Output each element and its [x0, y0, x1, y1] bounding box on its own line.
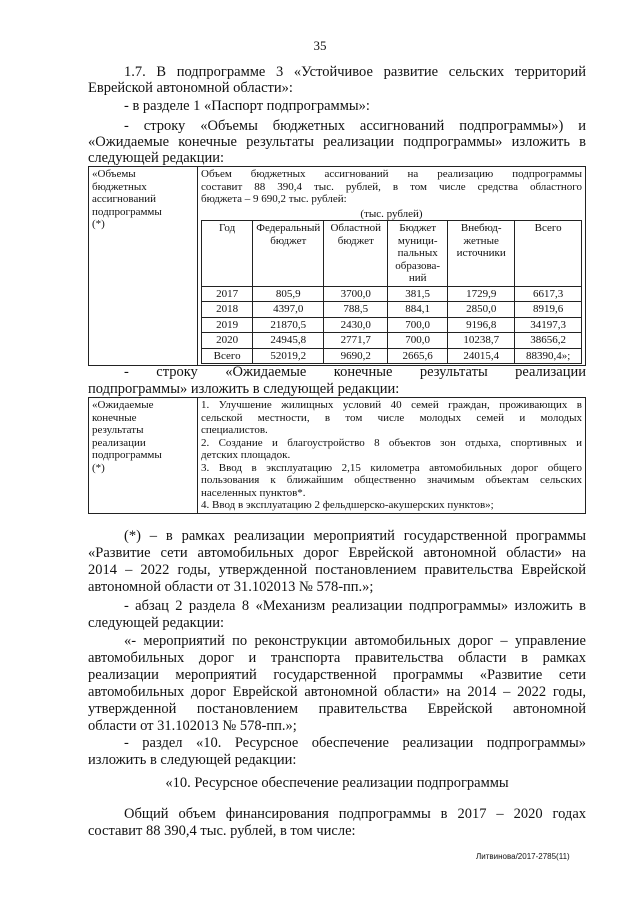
budget-units: (тыс. рублей): [360, 207, 423, 220]
intro-line-3: - в разделе 1 «Паспорт подпрограммы»:: [124, 98, 370, 114]
section-heading: «10. Ресурсное обеспечение реализации подпрограммы: [165, 775, 509, 791]
financing-row: 2020 24945,8 2771,7 700,0 10238,7 38656,2: [202, 333, 582, 349]
results-table-content: 1. Улучшение жилищных условий 40 семей граждан, проживающих в сельской местности, в том числе молодых семей и молодых специалистов. 2. Создание и благоустройство 8 объектов зон отдыха, спортивных и детских площадок. 3. Ввод в эксплуатацию 2,15 километра автомобильных дорог общего пользования к ближайшим общественно значимым объектам сельских населенных пунктов*. 4. Ввод в эксплуатацию 2 фельдшерско-акушерских пунктов»;: [198, 398, 586, 514]
results-table: [88, 397, 586, 514]
closing-line-1: Общий объем финансирования подпрограммы в 2017 – 2020 годах: [124, 806, 586, 822]
financing-row: 2017 805,9 3700,0 381,5 1729,9 6617,3: [202, 286, 582, 302]
body-line-8: автомобильных дорог и транспорта правительства области в рамках: [88, 650, 586, 666]
result-item-1: 1. Улучшение жилищных условий 40 семей граждан, проживающих в: [201, 399, 582, 411]
body-line-12: области от 31.102013 № 578-пп.»;: [88, 718, 297, 734]
intro-line-5: «Ожидаемые конечные результаты реализации подпрограммы» изложить в: [88, 134, 586, 150]
body-line-1: (*) – в рамках реализации мероприятий государственной программы: [124, 528, 586, 544]
budget-table-label: «Объемы бюджетных ассигнований подпрограммы (*): [89, 167, 198, 366]
budget-text-line-3: бюджета – 9 690,2 тыс. рублей:: [201, 193, 347, 205]
result-item-4: 4. Ввод в эксплуатацию 2 фельдшерско-акушерских пунктов»;: [201, 499, 494, 511]
intro-line-4: - строку «Объемы бюджетных ассигнований подпрограммы») и: [124, 118, 586, 134]
header-extrabudget: Внебюд-жетные источники: [448, 221, 515, 287]
header-year: Год: [202, 221, 253, 287]
result-item-2: 2. Создание и благоустройство 8 объектов зон отдыха, спортивных и: [201, 436, 582, 449]
body-line-2: «Развитие сети автомобильных дорог Еврейской автономной области» на: [88, 545, 586, 561]
financing-row: 2019 21870,5 2430,0 700,0 9196,8 34197,3: [202, 317, 582, 333]
body-line-14: изложить в следующей редакции:: [88, 752, 297, 768]
header-federal: Федеральный бюджет: [253, 221, 324, 287]
financing-grid: [201, 220, 582, 364]
body-line-9: реализации мероприятий государственной программы «Развитие сети: [88, 667, 586, 683]
body-line-6: следующей редакции:: [88, 615, 225, 631]
header-municipal: Бюджет муници-пальных образова-ний: [388, 221, 448, 287]
intro-line-1: 1.7. В подпрограмме 3 «Устойчивое развитие сельских территорий: [124, 64, 586, 80]
body-line-13: - раздел «10. Ресурсное обеспечение реализации подпрограммы»: [124, 735, 586, 751]
page-number: 35: [313, 38, 327, 53]
middle-line-2: подпрограммы» изложить в следующей редакции:: [88, 381, 400, 397]
budget-table: [88, 166, 586, 366]
budget-table-content: [198, 167, 586, 366]
body-line-5: - абзац 2 раздела 8 «Механизм реализации подпрограммы» изложить в: [124, 598, 586, 614]
budget-text-line-2: составит 88 390,4 тыс. рублей, в том числе средства областного: [201, 180, 582, 193]
result-item-3: 3. Ввод в эксплуатацию 2,15 километра автомобильных дорог общего: [201, 461, 582, 474]
closing-line-2: составит 88 390,4 тыс. рублей, в том числе:: [88, 823, 356, 839]
intro-line-2: Еврейской автономной области»:: [88, 80, 293, 96]
middle-line-1: - строку «Ожидаемые конечные результаты реализации: [124, 364, 586, 380]
financing-total-row: Всего 52019,2 9690,2 2665,6 24015,4 88390,4»;: [202, 348, 582, 364]
header-regional: Областной бюджет: [324, 221, 388, 287]
body-line-7: «- мероприятий по реконструкции автомобильных дорог – управление: [124, 633, 586, 649]
body-line-4: автономной области от 31.102013 № 578-пп.»;: [88, 579, 374, 595]
document-footer: Литвинова/2017-2785(11): [476, 852, 570, 861]
financing-header-row: [202, 221, 582, 287]
body-line-10: автомобильных дорог Еврейской автономной области» на 2014 – 2022 годы,: [88, 684, 586, 700]
header-total: Всего: [515, 221, 582, 287]
body-line-3: 2014 – 2022 годы, утвержденной постановлением правительства Еврейской: [88, 562, 586, 578]
body-line-11: утвержденной постановлением правительства Еврейской автономной: [88, 701, 586, 717]
financing-row: 2018 4397,0 788,5 884,1 2850,0 8919,6: [202, 302, 582, 318]
results-table-label: «Ожидаемые конечные результаты реализации подпрограммы (*): [89, 398, 198, 514]
intro-line-6: следующей редакции:: [88, 150, 225, 166]
budget-text-line-1: Объем бюджетных ассигнований на реализацию подпрограммы: [201, 168, 582, 180]
